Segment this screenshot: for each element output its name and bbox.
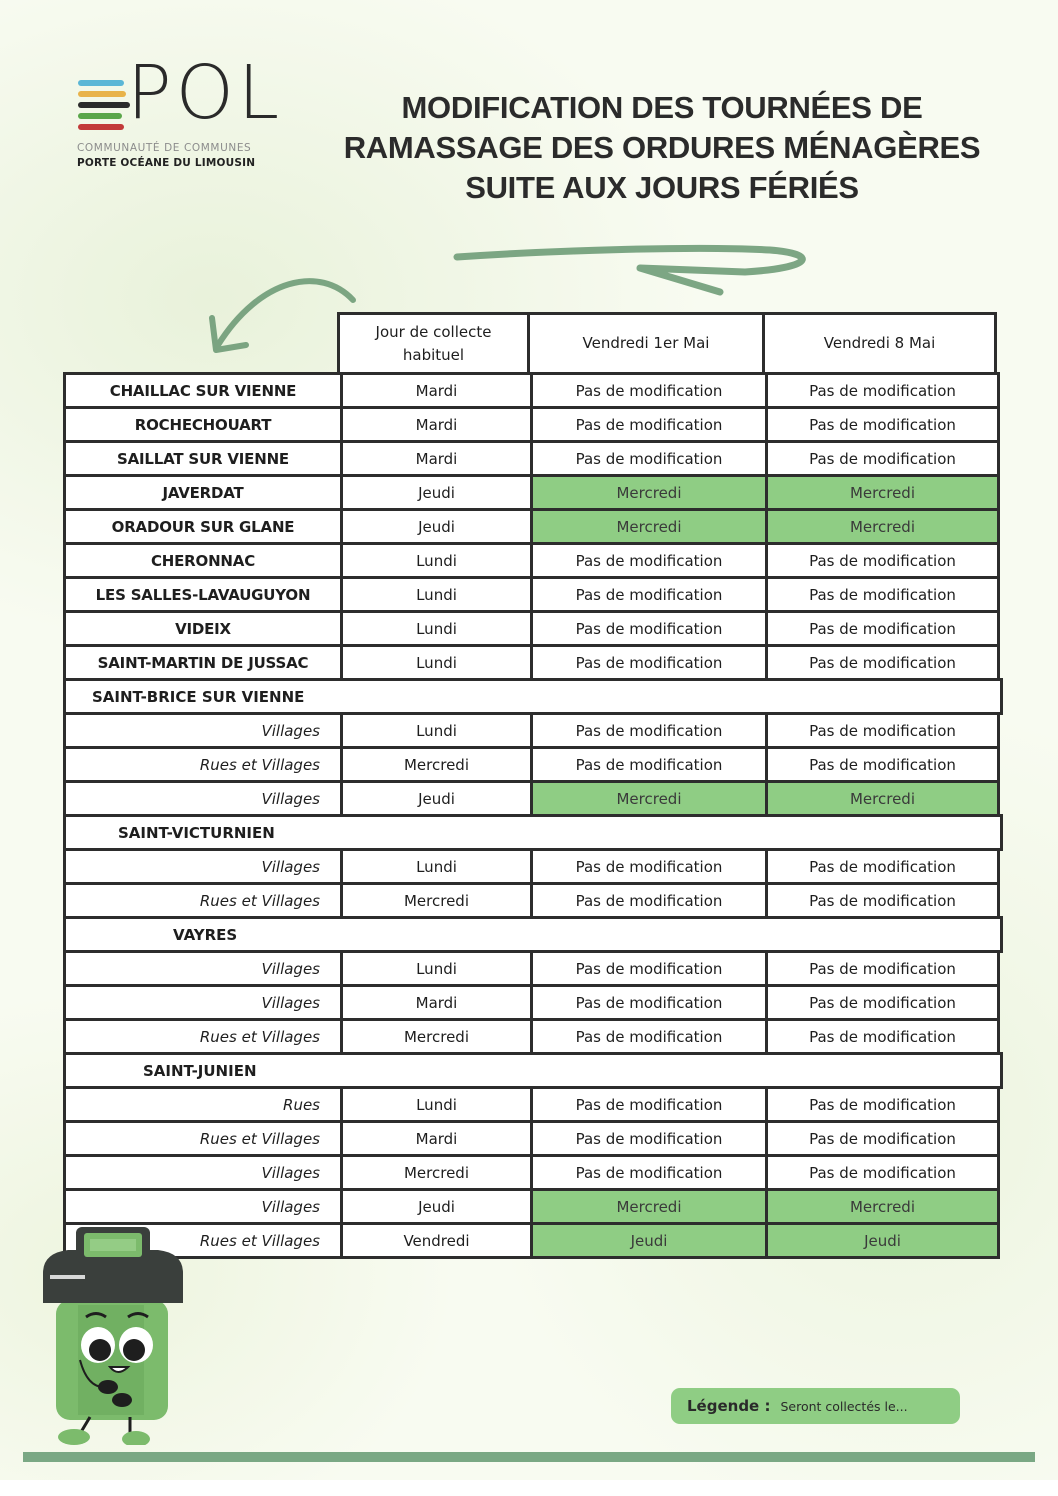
table-row	[63, 882, 1003, 919]
commune-name: ROCHECHOUART	[63, 406, 343, 443]
sub-area-name: Villages	[63, 950, 343, 987]
sub-area-name: Villages	[63, 712, 343, 749]
usual-day: Mercredi	[340, 1018, 533, 1055]
logo-bar	[78, 124, 124, 130]
usual-day: Lundi	[340, 1086, 533, 1123]
usual-day: Lundi	[340, 950, 533, 987]
table-row	[63, 508, 1003, 545]
table-row	[63, 848, 1003, 885]
holiday-1-value: Pas de modification	[530, 542, 768, 579]
section-cell	[63, 678, 1003, 715]
holiday-2-value: Pas de modification	[765, 1018, 1000, 1055]
header-holiday-2: Vendredi 8 Mai	[762, 312, 997, 375]
usual-day: Lundi	[340, 610, 533, 647]
holiday-2-value: Pas de modification	[765, 712, 1000, 749]
holiday-1-value: Pas de modification	[530, 372, 768, 409]
section-commune-name: SAINT-VICTURNIEN	[118, 823, 275, 842]
table-row	[63, 576, 1003, 613]
section-header-row	[63, 814, 1003, 851]
holiday-1-value: Pas de modification	[530, 712, 768, 749]
usual-day: Mardi	[340, 1120, 533, 1157]
holiday-1-value: Pas de modification	[530, 610, 768, 647]
holiday-1-value: Pas de modification	[530, 440, 768, 477]
header-spacer	[63, 312, 340, 375]
sub-area-name: Villages	[63, 780, 343, 817]
table-row	[63, 712, 1003, 749]
legend-text: Seront collectés le...	[780, 1398, 908, 1414]
table-row	[63, 984, 1003, 1021]
usual-day: Lundi	[340, 848, 533, 885]
commune-name: VIDEIX	[63, 610, 343, 647]
usual-day: Lundi	[340, 542, 533, 579]
table-row	[63, 610, 1003, 647]
logo-bar	[78, 80, 124, 86]
holiday-1-value: Pas de modification	[530, 576, 768, 613]
holiday-1-value: Pas de modification	[530, 1154, 768, 1191]
usual-day: Jeudi	[340, 1188, 533, 1225]
holiday-2-value: Pas de modification	[765, 1086, 1000, 1123]
holiday-1-value: Pas de modification	[530, 1086, 768, 1123]
legend-key: Légende :	[687, 1397, 771, 1415]
section-cell	[63, 814, 1003, 851]
holiday-2-value: Pas de modification	[765, 882, 1000, 919]
holiday-1-value: Pas de modification	[530, 644, 768, 681]
table-row	[63, 1222, 1003, 1259]
usual-day: Mardi	[340, 372, 533, 409]
page-title	[312, 88, 1012, 208]
usual-day: Mercredi	[340, 882, 533, 919]
holiday-1-value: Mercredi	[530, 508, 768, 545]
holiday-2-value: Pas de modification	[765, 644, 1000, 681]
holiday-2-value: Mercredi	[765, 1188, 1000, 1225]
header-holiday-1: Vendredi 1er Mai	[527, 312, 765, 375]
table-row	[63, 474, 1003, 511]
table-row	[63, 1188, 1003, 1225]
section-header-row	[63, 916, 1003, 953]
page-margin	[0, 1480, 1058, 1496]
logo-bar	[78, 102, 130, 108]
holiday-1-value: Pas de modification	[530, 950, 768, 987]
commune-name: CHAILLAC SUR VIENNE	[63, 372, 343, 409]
logo-subtitle-1: COMMUNAUTÉ DE COMMUNES	[77, 142, 252, 154]
title-line-1: MODIFICATION DES TOURNÉES DE	[401, 90, 923, 125]
holiday-1-value: Pas de modification	[530, 848, 768, 885]
sub-area-name: Rues et Villages	[63, 1018, 343, 1055]
section-cell	[63, 916, 1003, 953]
usual-day: Lundi	[340, 644, 533, 681]
usual-day: Mercredi	[340, 746, 533, 783]
table-row	[63, 1120, 1003, 1157]
holiday-2-value: Pas de modification	[765, 1120, 1000, 1157]
holiday-2-value: Pas de modification	[765, 440, 1000, 477]
holiday-1-value: Pas de modification	[530, 406, 768, 443]
section-cell	[63, 1052, 1003, 1089]
holiday-2-value: Pas de modification	[765, 406, 1000, 443]
holiday-2-value: Pas de modification	[765, 746, 1000, 783]
holiday-2-value: Pas de modification	[765, 372, 1000, 409]
section-commune-name: SAINT-JUNIEN	[143, 1061, 257, 1080]
logo-subtitle-2: PORTE OCÉANE DU LIMOUSIN	[77, 157, 256, 169]
usual-day: Mardi	[340, 406, 533, 443]
usual-day: Mercredi	[340, 1154, 533, 1191]
holiday-1-value: Mercredi	[530, 780, 768, 817]
sub-area-name: Rues et Villages	[63, 746, 343, 783]
usual-day: Jeudi	[340, 780, 533, 817]
commune-name: LES SALLES-LAVAUGUYON	[63, 576, 343, 613]
table-row	[63, 372, 1003, 409]
table-row	[63, 440, 1003, 477]
holiday-2-value: Jeudi	[765, 1222, 1000, 1259]
holiday-1-value: Pas de modification	[530, 746, 768, 783]
sub-area-name: Villages	[63, 984, 343, 1021]
swoosh-arrow-icon	[457, 248, 802, 292]
commune-name: CHERONNAC	[63, 542, 343, 579]
holiday-2-value: Pas de modification	[765, 1154, 1000, 1191]
title-line-2: RAMASSAGE DES ORDURES MÉNAGÈRES	[343, 130, 981, 165]
sub-area-name: Rues et Villages	[63, 1120, 343, 1157]
table-row	[63, 406, 1003, 443]
trash-bin-mascot-icon	[38, 1205, 188, 1445]
table-row	[63, 1086, 1003, 1123]
table-row	[63, 780, 1003, 817]
usual-day: Vendredi	[340, 1222, 533, 1259]
sub-area-name: Villages	[63, 1188, 343, 1225]
logo-wordmark: POL	[127, 50, 284, 136]
table-row	[63, 542, 1003, 579]
holiday-1-value: Jeudi	[530, 1222, 768, 1259]
sub-area-name: Villages	[63, 848, 343, 885]
logo-bar	[78, 91, 126, 97]
holiday-1-value: Mercredi	[530, 474, 768, 511]
table-row	[63, 1018, 1003, 1055]
commune-name: ORADOUR SUR GLANE	[63, 508, 343, 545]
holiday-2-value: Pas de modification	[765, 576, 1000, 613]
holiday-1-value: Pas de modification	[530, 1120, 768, 1157]
section-header-row	[63, 1052, 1003, 1089]
sub-area-name: Rues et Villages	[63, 1222, 343, 1259]
table-row	[63, 1154, 1003, 1191]
holiday-1-value: Mercredi	[530, 1188, 768, 1225]
sub-area-name: Rues et Villages	[63, 882, 343, 919]
logo-bar	[78, 113, 122, 119]
section-commune-name: SAINT-BRICE SUR VIENNE	[92, 687, 305, 706]
holiday-1-value: Pas de modification	[530, 882, 768, 919]
table-row	[63, 644, 1003, 681]
table-row	[63, 950, 1003, 987]
sub-area-name: Rues	[63, 1086, 343, 1123]
usual-day: Mardi	[340, 440, 533, 477]
usual-day: Mardi	[340, 984, 533, 1021]
usual-day: Lundi	[340, 576, 533, 613]
holiday-2-value: Pas de modification	[765, 610, 1000, 647]
usual-day: Lundi	[340, 712, 533, 749]
holiday-1-value: Pas de modification	[530, 1018, 768, 1055]
sub-area-name: Villages	[63, 1154, 343, 1191]
section-commune-name: VAYRES	[173, 925, 238, 944]
holiday-2-value: Mercredi	[765, 780, 1000, 817]
holiday-1-value: Pas de modification	[530, 984, 768, 1021]
section-header-row	[63, 678, 1003, 715]
holiday-2-value: Pas de modification	[765, 984, 1000, 1021]
title-line-3: SUITE AUX JOURS FÉRIÉS	[465, 170, 859, 205]
pol-logo	[75, 50, 285, 182]
commune-name: SAILLAT SUR VIENNE	[63, 440, 343, 477]
holiday-2-value: Pas de modification	[765, 542, 1000, 579]
holiday-2-value: Mercredi	[765, 508, 1000, 545]
logo-color-bars-icon	[78, 80, 130, 135]
holiday-2-value: Mercredi	[765, 474, 1000, 511]
footer-bar	[23, 1452, 1035, 1462]
holiday-2-value: Pas de modification	[765, 950, 1000, 987]
holiday-2-value: Pas de modification	[765, 848, 1000, 885]
table-row	[63, 746, 1003, 783]
table-header-row	[63, 312, 1003, 375]
commune-name: JAVERDAT	[63, 474, 343, 511]
commune-name: SAINT-MARTIN DE JUSSAC	[63, 644, 343, 681]
usual-day: Jeudi	[340, 508, 533, 545]
usual-day: Jeudi	[340, 474, 533, 511]
header-usual-day: Jour de collecte habituel	[337, 312, 530, 375]
legend-badge	[671, 1388, 960, 1424]
